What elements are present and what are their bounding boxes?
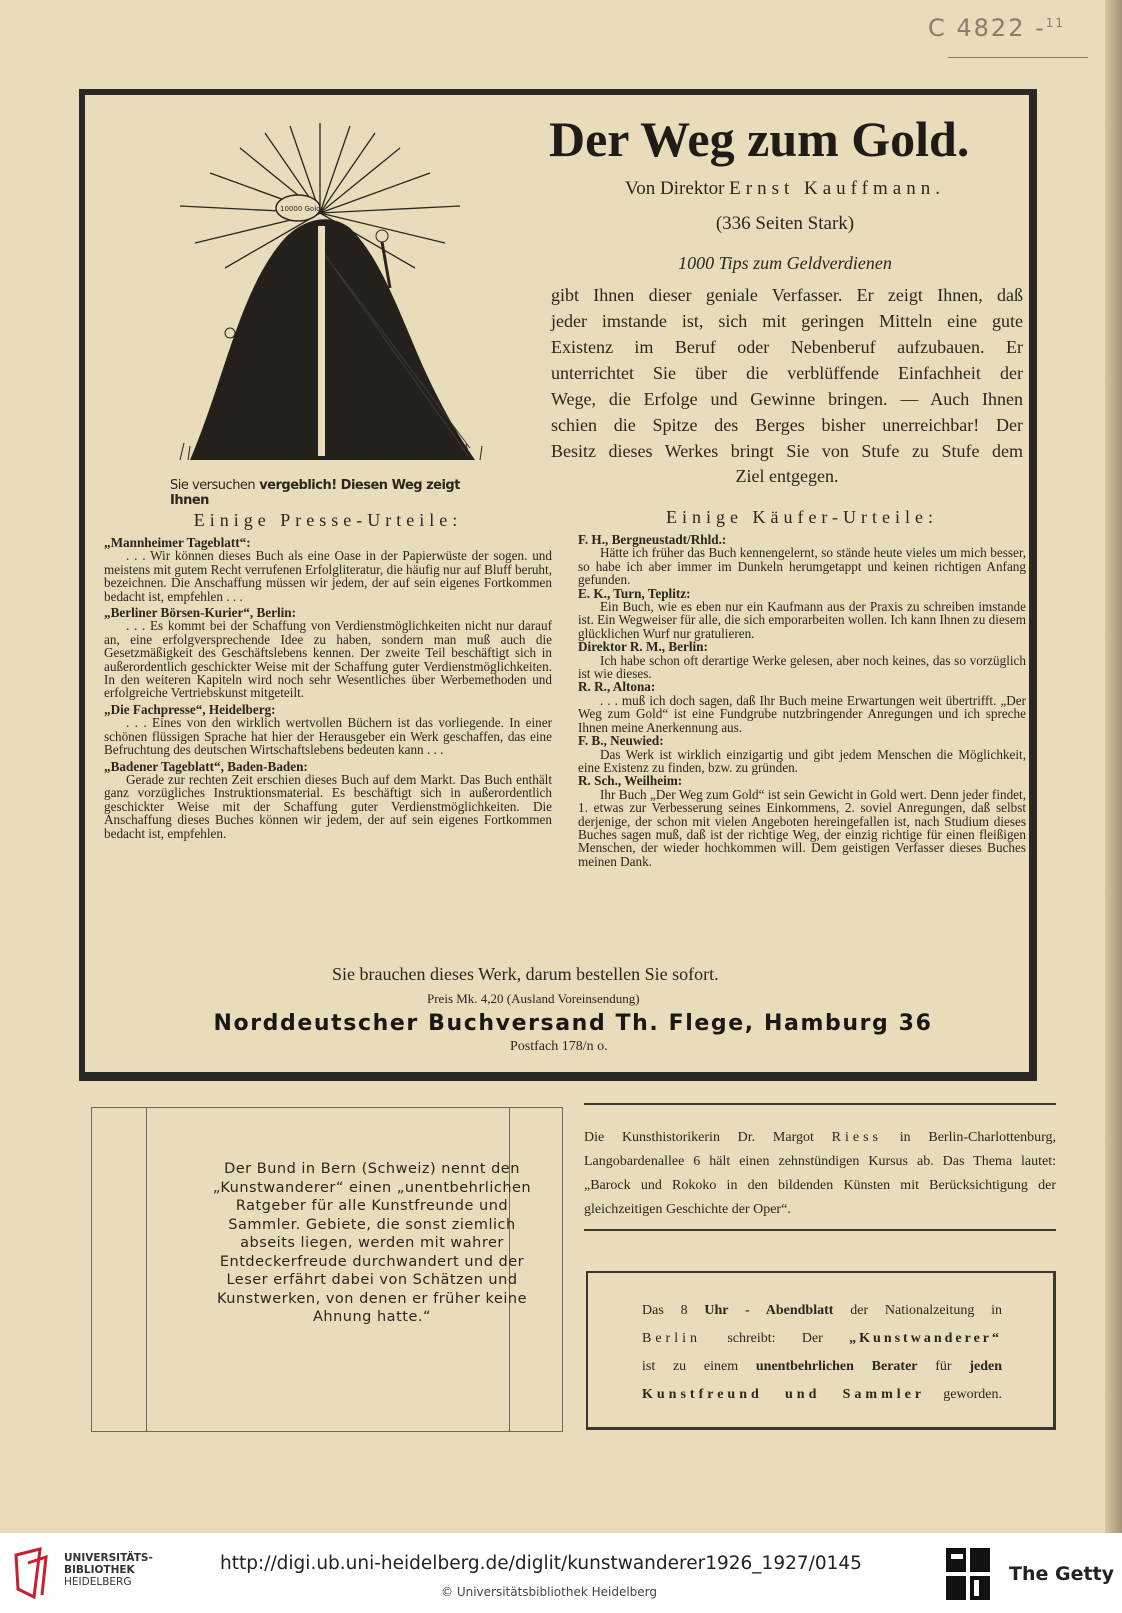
bund-quote-text: Der Bund in Bern (Schweiz) nennt den „Kunstwanderer“ einen „unentbehrlichen Ratgeber für alle Kunstfreunde und Sammler. Gebiete, die sonst ziemlich abseits liegen, werden mit wahrer Entdeckerfreude durchwandert und der Leser erfährt dabei von Schätzen und Kunstwerken, von denen er früher keine Ahnung hatte.“: [212, 1161, 532, 1325]
buyer-source: R. Sch., Weilheim:: [578, 773, 683, 789]
press-source: „Berliner Börsen-Kurier“, Berlin:: [104, 605, 297, 621]
gold-bag-label: 10000 Gold: [280, 205, 321, 213]
price: Preis Mk. 4,20 (Ausland Voreinsendung): [427, 991, 640, 1006]
shelfmark-underline: [948, 57, 1088, 58]
getty-name: The Getty: [1009, 1563, 1115, 1585]
buyer-source: F. B., Neuwied:: [578, 733, 664, 749]
buyers-heading: Einige Käufer-Urteile:: [665, 507, 939, 527]
book-title: Der Weg zum Gold.: [549, 111, 970, 167]
illustration-caption: Sie versuchen vergeblich! Diesen Weg zeigt Ihnen: [170, 478, 460, 508]
book-author: Von Direktor Ernst Kauffmann.: [625, 178, 945, 199]
tips-subtitle: 1000 Tips zum Geldverdienen: [678, 253, 892, 273]
climber-icon: [376, 230, 388, 242]
ub-heidelberg-logo-icon: [12, 1545, 56, 1601]
buyer-source: F. H., Bergneustadt/Rhld.:: [578, 532, 727, 547]
press-source: „Badener Tageblatt“, Baden-Baden:: [104, 758, 308, 774]
buyer-text: Ich habe schon oft derartige Werke gelesen, aber noch keines, das so vorzüglich ist wie dieses.: [578, 652, 1026, 682]
buyer-source: Direktor R. M., Berlin:: [578, 639, 708, 655]
page-url-link[interactable]: http://digi.ub.uni-heidelberg.de/diglit/kunstwanderer1926_1927/0145: [220, 1553, 862, 1574]
press-text: Gerade zur rechten Zeit erschien dieses Buch auf dem Markt. Das Buch enthält ganz vorzügliches Instruktionsmaterial. Es beschäftigt sich in außerordentlich geschickter Weise mit der Schaffung guter Verdienstmöglichkeiten. Die Anschaffung dieses Buches können wir jedem, der auf sein eigenes Fortkommen bedacht ist, empfehlen.: [104, 771, 552, 841]
press-text: . . . Es kommt bei der Schaffung von Verdienstmöglichkeiten nicht nur darauf an, eine erfolgversprechende Idee zu haben, sondern man muß auch die Gesetzmäßigkeit des Geschäftslebens kennen. Der zweite Teil beschäftigt sich in außerordentlich geschickter Weise mit der Schaffung guter Verdienstmöglichkeiten. In den weiteren Kapiteln wird noch sehr Wesentliches über Werbemethoden und erfolgreiche Vertriebskunst mitgeteilt.: [104, 618, 552, 701]
postfach: Postfach 178/n o.: [510, 1039, 608, 1054]
bund-quote-box: [91, 1107, 563, 1432]
divider: [584, 1103, 1056, 1105]
buyer-reviews: [578, 533, 1026, 868]
intro-text-end: Ziel entgegen.: [735, 466, 839, 486]
intro-text: gibt Ihnen dieser geniale Verfasser. Er zeigt Ihnen, daß jeder imstande ist, sich mit geringen Mitteln eine gute Existenz im Beruf oder Nebenberuf aufzubauen. Er unterrichtet Sie über die verblüffende Einfachheit der Wege, die Erfolge und Gewinne bringen. — Auch Ihnen schien die Spitze des Berges bisher unerreichbar! Der Besitz dieses Werkes bringt Sie von Stufe zu Stufe dem: [551, 285, 1023, 461]
press-heading: Einige Presse-Urteile:: [193, 510, 463, 530]
buyer-text: Ihr Buch „Der Weg zum Gold“ ist sein Gewicht in Gold wert. Denn jeder findet, 1. etwas zur Verbesserung seines Einkommens, 2. soviel Anregungen, daß selbst derjenige, der schon mit vielen Angeboten hereingefallen ist, nach Studium dieses Buches sagen muß, daß ist der richtige Weg, der einzig richtige für einen fleißigen Menschen, der wieder hochkommen will. Dem geistigen Verfasser dieses Buches meinen Dank.: [578, 786, 1026, 869]
abendblatt-quote-box: [586, 1271, 1056, 1430]
buyer-text: . . . muß ich doch sagen, daß Ihr Buch meine Erwartungen weit übertrifft. „Der Weg zum Gold“ ist eine Fundgrube nutzbringender Anregungen und ich spreche Ihnen meine Anerkennung aus.: [578, 692, 1026, 735]
buyer-text: Das Werk ist wirklich einzigartig und gibt jedem Menschen die Möglichkeit, eine Existenz zu finden, bzw. zu gründen.: [578, 746, 1026, 775]
page-edge: [1105, 0, 1122, 1533]
lecture-notice: Die Kunsthistorikerin Dr. Margot Riess in Berlin-Charlottenburg, Langobardenallee 6 hält einen zehnstündigen Kursus ab. Das Thema lautet: „Barock und Rokoko in den bildenden Künsten mit Berücksichtigung der gleichzeitigen Geschichte der Oper“.: [584, 1130, 1057, 1217]
press-text: . . . Wir können dieses Buch als eine Oase in der Papierwüste der sogen. und meistens mit gutem Recht verrufenen Erfolgliteratur, die häufig nur auf Bluff beruht, bezeichnen. Die Anschaffung müssen wir jedem, der auf sein eigenes Fortkommen bedacht ist, empfehlen . . .: [104, 548, 552, 604]
page-count: (336 Seiten Stark): [715, 213, 855, 234]
call-to-action: Sie brauchen dieses Werk, darum bestellen Sie sofort.: [332, 964, 719, 984]
press-source: „Mannheimer Tageblatt“:: [104, 535, 251, 550]
copyright-notice: © Universitätsbibliothek Heidelberg: [441, 1585, 658, 1599]
shelfmark: C 4822 -$^{11}$: [928, 14, 1066, 42]
buyer-source: E. K., Turn, Teplitz:: [578, 585, 691, 601]
mountain-shape: [190, 219, 475, 460]
getty-logo-icon: [944, 1546, 992, 1604]
path-line: [318, 226, 325, 456]
buyer-text: Ein Buch, wie es eben nur ein Kaufmann aus der Praxis zu schreiben imstande ist. Ein Wegweiser für alle, die sich emporarbeiten wollen. Ich kann Ihnen zu diesem glücklichen Wurf nur gratulieren.: [578, 599, 1026, 641]
small-climber-icon: [225, 328, 235, 338]
abendblatt-quote-text: Das 8 Uhr - Abendblatt der Nationalzeitung in Berlin schreibt: Der „Kunstwanderer“ ist zu einem unentbehrlichen Berater für jeden Kunstfreund und Sammler geworden.: [642, 1303, 1003, 1402]
press-reviews: [104, 536, 552, 840]
mountain-illustration: [170, 118, 498, 498]
publisher: Norddeutscher Buchversand Th. Flege, Hamburg 36: [213, 1011, 933, 1036]
press-text: . . . Eines von den wirklich wertvollen Büchern ist das vorliegende. In einer schönen flüssigen Sprache hat hier der Herausgeber ein Werk geschaffen, das eine Befruchtung des deutschen Wirtschaftslebens bedeuten kann . . .: [104, 715, 552, 758]
buyer-source: R. R., Altona:: [578, 679, 656, 695]
press-source: „Die Fachpresse“, Heidelberg:: [104, 701, 276, 717]
buyer-text: Hätte ich früher das Buch kennengelernt, so stände heute vieles um mich besser, so habe ich aber immer im Dunkeln herumgetappt und keinen richtigen Anfang gefunden.: [578, 545, 1026, 588]
divider: [584, 1229, 1056, 1231]
ub-heidelberg-name: UNIVERSITÄTS- BIBLIOTHEK HEIDELBERG: [64, 1552, 153, 1588]
